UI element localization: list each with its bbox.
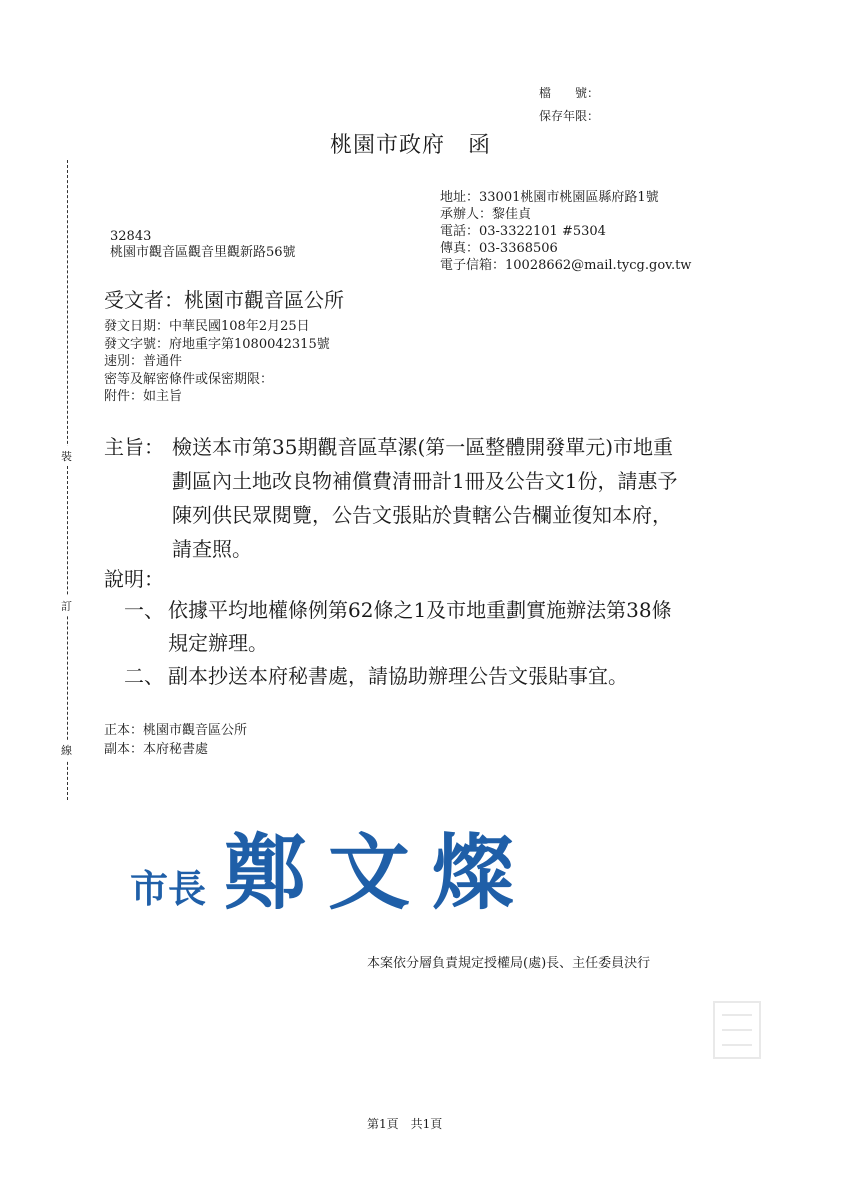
sender-email: 電子信箱：10028662@mail.tycg.gov.tw bbox=[440, 258, 692, 273]
recipient-postal bbox=[110, 229, 296, 261]
mayor-signature-seal bbox=[130, 808, 536, 925]
signature-name: 鄭文燦 bbox=[224, 825, 537, 921]
subject-line: 劃區內土地改良物補償費清冊計1冊及公告文1份，請惠予 bbox=[172, 469, 678, 493]
subject-line: 陳列供民眾閱覽，公告文張貼於貴轄公告欄並復知本府， bbox=[172, 503, 672, 527]
copy-recipient: 副本：本府秘書處 bbox=[104, 742, 209, 757]
subject-line: 檢送本市第35期觀音區草漯(第一區整體開發單元)市地重 bbox=[172, 435, 674, 459]
sender-phone: 電話：03-3322101 #5304 bbox=[440, 224, 606, 239]
sender-info bbox=[440, 189, 691, 274]
explanation-line: 副本抄送本府秘書處，請協助辦理公告文張貼事宜。 bbox=[168, 664, 628, 688]
attachment: 附件：如主旨 bbox=[104, 389, 183, 404]
document-meta bbox=[104, 318, 330, 406]
explanation-line: 依據平均地權條例第62條之1及市地重劃實施辦法第38條 bbox=[168, 598, 672, 622]
explanation-item bbox=[168, 660, 628, 693]
security-level: 密等及解密條件或保密期限： bbox=[104, 371, 274, 387]
subject-line: 請查照。 bbox=[172, 537, 252, 561]
issue-date: 發文日期：中華民國108年2月25日 bbox=[104, 319, 310, 334]
retention-period-label: 保存年限： bbox=[539, 109, 600, 123]
signature-title: 市長 bbox=[130, 866, 207, 911]
receiver: 受文者：桃園市觀音區公所 bbox=[104, 288, 344, 312]
distribution bbox=[104, 721, 247, 759]
sender-address: 地址：33001桃園市桃園區縣府路1號 bbox=[440, 190, 659, 205]
faint-stamp-mark bbox=[712, 1000, 762, 1060]
subject-label: 主旨： bbox=[104, 435, 164, 459]
document-title: 桃園市政府 函 bbox=[330, 133, 492, 158]
binding-mark-xian: 線 bbox=[61, 740, 72, 760]
file-number-label: 檔 號： bbox=[539, 86, 600, 100]
document-number: 發文字號：府地重字第1080042315號 bbox=[104, 336, 330, 352]
binding-mark-ding: 訂 bbox=[61, 596, 72, 616]
explanation-item-number: 一、 bbox=[124, 598, 164, 622]
sender-fax: 傳真：03-3368506 bbox=[440, 241, 558, 256]
explanation-line: 規定辦理。 bbox=[168, 631, 268, 655]
page-number: 第1頁 共1頁 bbox=[367, 1117, 443, 1131]
original-recipient: 正本：桃園市觀音區公所 bbox=[104, 723, 248, 738]
explanation-label: 說明： bbox=[104, 567, 164, 591]
delegation-note: 本案依分層負責規定授權局(處)長、主任委員決行 bbox=[367, 956, 651, 971]
explanation-item-number: 二、 bbox=[124, 664, 164, 688]
binding-line bbox=[67, 160, 68, 800]
speed-class: 速別：普通件 bbox=[104, 354, 183, 369]
recipient-address: 桃園市觀音區觀音里觀新路56號 bbox=[110, 245, 296, 260]
binding-mark-zhuang: 裝 bbox=[61, 446, 72, 466]
explanation-item bbox=[168, 594, 672, 660]
sender-handler: 承辦人：黎佳貞 bbox=[440, 207, 532, 222]
recipient-postcode: 32843 bbox=[110, 229, 152, 244]
subject-body bbox=[172, 430, 677, 566]
